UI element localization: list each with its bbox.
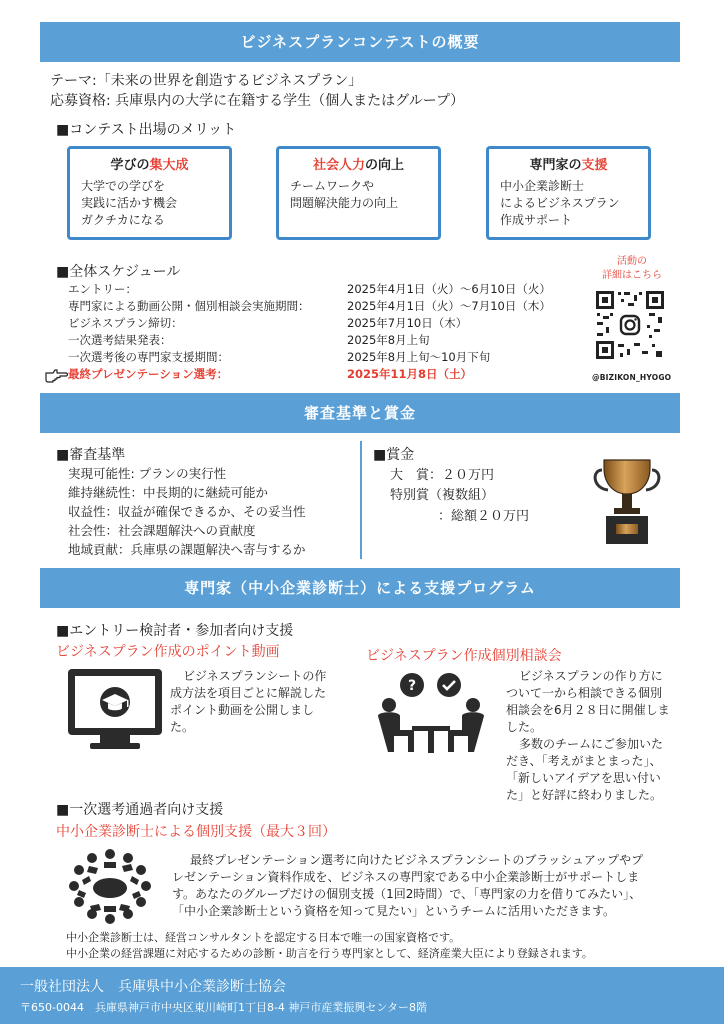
- schedule-row-final: 最終プレゼンテーション選考： 2025年11月8日（土）: [68, 367, 473, 381]
- prize-heading: ■賞金: [373, 447, 415, 463]
- merit-body: 大学での学びを 実践に活かす機会 ガクチカになる: [81, 179, 178, 227]
- prize-special-total: ：総額２０万円: [438, 509, 530, 524]
- video-title: ビジネスプラン作成のポイント動画: [56, 644, 280, 660]
- criteria-heading: ■審査基準: [56, 447, 126, 463]
- merit-box-learning: [67, 146, 232, 240]
- pass-support-title: 中小企業診断士による個別支援（最大３回）: [56, 824, 336, 840]
- schedule-row: エントリー： 2025年4月1日（火）～6月10日（火）: [68, 282, 551, 296]
- footer-org: 一般社団法人 兵庫県中小企業診断士協会: [20, 979, 286, 995]
- schedule-row: 一次選考結果発表： 2025年8月上旬: [68, 333, 430, 347]
- footer-address: 〒650-0044 兵庫県神戸市中央区東川崎町1丁目8-4 神戸市産業振興センター8階: [20, 1001, 427, 1014]
- merit-body: 中小企業診断士 によるビジネスプラン 作成サポート: [500, 179, 620, 227]
- svg-text:?: ?: [407, 678, 417, 694]
- criteria-item: 社会性：社会課題解決への貢献度: [68, 523, 256, 538]
- pass-support-heading: ■一次選考通過者向け支援: [56, 802, 224, 818]
- video-monitor-icon: [66, 667, 164, 753]
- section-title-overview: ビジネスプランコンテストの概要: [40, 22, 680, 62]
- section-title-criteria: 審査基準と賞金: [40, 393, 680, 433]
- criteria-item: 収益性：収益が確保できるか、その妥当性: [68, 504, 306, 519]
- merit-title: 社会人力の向上: [312, 158, 405, 173]
- video-description: ビジネスプランシートの作 成方法を項目ごとに解説した ポイント動画を公開しまし た。: [170, 669, 327, 734]
- vertical-divider: [360, 441, 362, 559]
- pointing-hand-icon: [44, 368, 68, 384]
- criteria-item: 地域貢献：兵庫県の課題解決へ寄与するか: [68, 542, 306, 557]
- footer: [0, 967, 724, 1024]
- schedule-heading: ■全体スケジュール: [56, 264, 181, 280]
- pass-support-description: 最終プレゼンテーション選考に向けたビジネスプランシートのブラッシュアップやプ レゼンテーション資料作成を、ビジネスの専門家である中小企業診断士がサポートしま す。あなたのグループだけの個別支援（1回2時間）で、「専門家の力を借りてみたい」、 「中小企業診断士という資格を知って見たい」というチームに活用いただきます。: [172, 853, 644, 918]
- merits-heading: ■コンテスト出場のメリット: [56, 122, 237, 138]
- consult-description: ビジネスプランの作り方に ついて一から相談できる個別 相談会を6月２８日に開催しま した。 多数のチームにご参加いた だき、「考えがまとまった」、 「新しいアイデアを思い付い た」と好評に終わりました。: [506, 669, 670, 802]
- merit-body: チームワークや 問題解決能力の向上: [290, 179, 399, 210]
- prize-grand: 大 賞：２０万円: [390, 468, 495, 483]
- consult-title: ビジネスプラン作成個別相談会: [366, 648, 562, 664]
- qr-handle: @BIZIKON_HYOGO: [592, 373, 672, 382]
- merit-title: 専門家の支援: [529, 158, 608, 173]
- qr-code-icon[interactable]: [594, 289, 666, 361]
- section-title-support: 専門家（中小企業診断士）による支援プログラム: [40, 568, 680, 608]
- criteria-item: 維持継続性：中長期的に継続可能か: [68, 485, 269, 500]
- consultation-meeting-icon: [372, 672, 490, 756]
- group-meeting-icon: [66, 846, 154, 926]
- prize-special: 特別賞（複数組）: [390, 488, 495, 503]
- theme-text: テーマ:「未来の世界を創造するビジネスプラン」: [50, 73, 363, 89]
- merit-title: 学びの集大成: [110, 158, 189, 173]
- schedule-row: 専門家による動画公開・個別相談会実施期間： 2025年4月1日（火）～7月10日（木）: [68, 299, 551, 313]
- qr-caption: 活動の 詳細はこちら: [602, 256, 662, 281]
- entry-support-heading: ■エントリー検討者・参加者向け支援: [56, 623, 294, 639]
- schedule-row: ビジネスプラン締切： 2025年7月10日（木）: [68, 316, 468, 330]
- eligibility-text: 応募資格: 兵庫県内の大学に在籍する学生（個人またはグループ）: [50, 93, 465, 109]
- merit-box-social-skills: [276, 146, 441, 240]
- schedule-row: 一次選考後の専門家支援期間： 2025年8月上旬～10月下旬: [68, 350, 491, 364]
- trophy-icon: [592, 456, 662, 550]
- criteria-item: 実現可能性: プランの実行性: [68, 466, 227, 481]
- shindanshi-note: 中小企業診断士は、経営コンサルタントを認定する日本で唯一の国家資格です。 中小企業の経営課題に対応するための診断・助言を行う専門家として、経済産業大臣により登録されます。: [66, 931, 593, 960]
- merit-box-expert-support: [486, 146, 651, 240]
